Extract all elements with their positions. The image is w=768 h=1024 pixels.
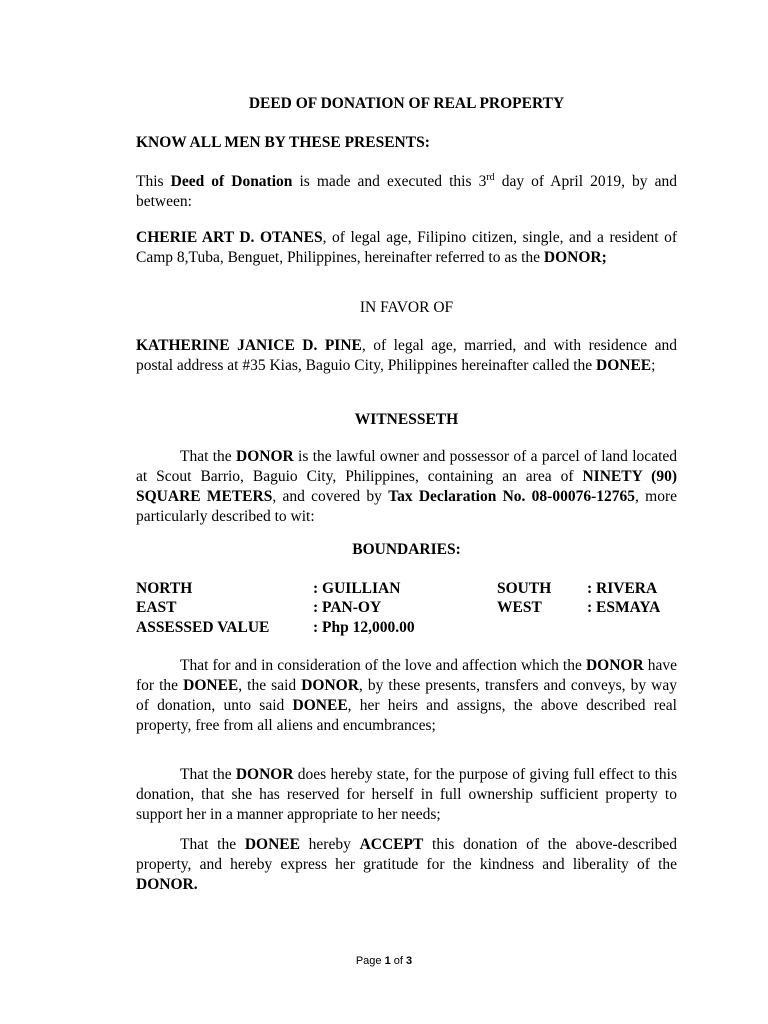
donor-paragraph: CHERIE ART D. OTANES, of legal age, Filipino citizen, single, and a resident of Camp 8,Tuba, Benguet, Philippines, hereinafter referred to as the DONOR;	[136, 229, 677, 266]
page-footer: Page 1 of 3	[355, 955, 413, 967]
in-favor-of: IN FAVOR OF	[359, 299, 454, 316]
west-label: WEST	[497, 599, 542, 616]
assessed-value-label: ASSESSED VALUE	[136, 619, 270, 636]
owner-paragraph: That the DONOR is the lawful owner and possessor of a parcel of land located at Scout Barrio, Baguio City, Philippines, containing an area of NINETY (90) SQUARE METERS, and covered by Tax Declaration No. 08-00076-12765, more particularly described to wit:	[136, 448, 678, 525]
assessed-value: : Php 12,000.00	[313, 619, 415, 636]
west-value: : ESMAYA	[587, 599, 661, 616]
east-label: EAST	[136, 599, 177, 616]
north-label: NORTH	[136, 580, 193, 597]
north-value: : GUILLIAN	[313, 580, 401, 597]
south-label: SOUTH	[497, 580, 552, 597]
boundaries-heading: BOUNDARIES:	[352, 541, 461, 558]
know-all-heading: KNOW ALL MEN BY THESE PRESENTS:	[136, 134, 430, 151]
south-value: : RIVERA	[587, 580, 658, 597]
deed-title: DEED OF DONATION OF REAL PROPERTY	[248, 95, 565, 112]
donee-paragraph: KATHERINE JANICE D. PINE, of legal age, married, and with residence and postal address at #35 Kias, Baguio City, Philippines hereinafter called the DONEE;	[136, 337, 677, 374]
witnesseth-heading: WITNESSETH	[354, 411, 459, 428]
accept-paragraph: That the DONEE hereby ACCEPT this donation of the above-described property, and hereby express her gratitude for the kindness and liberality of the DONOR.	[136, 836, 678, 893]
consideration-paragraph: That for and in consideration of the love and affection which the DONOR have for the DONEE, the said DONOR, by these presents, transfers and conveys, by way of donation, unto said DONEE, her heirs and assigns, the above described real property, free from all aliens and encumbrances;	[136, 657, 677, 734]
intro-paragraph: This Deed of Donation is made and executed this 3rd day of April 2019, by and between:	[136, 171, 677, 210]
east-value: : PAN-OY	[313, 599, 382, 616]
reserve-paragraph: That the DONOR does hereby state, for the purpose of giving full effect to this donation, that she has reserved for herself in full ownership sufficient property to support her in a manner appropriate to her needs;	[136, 766, 677, 823]
